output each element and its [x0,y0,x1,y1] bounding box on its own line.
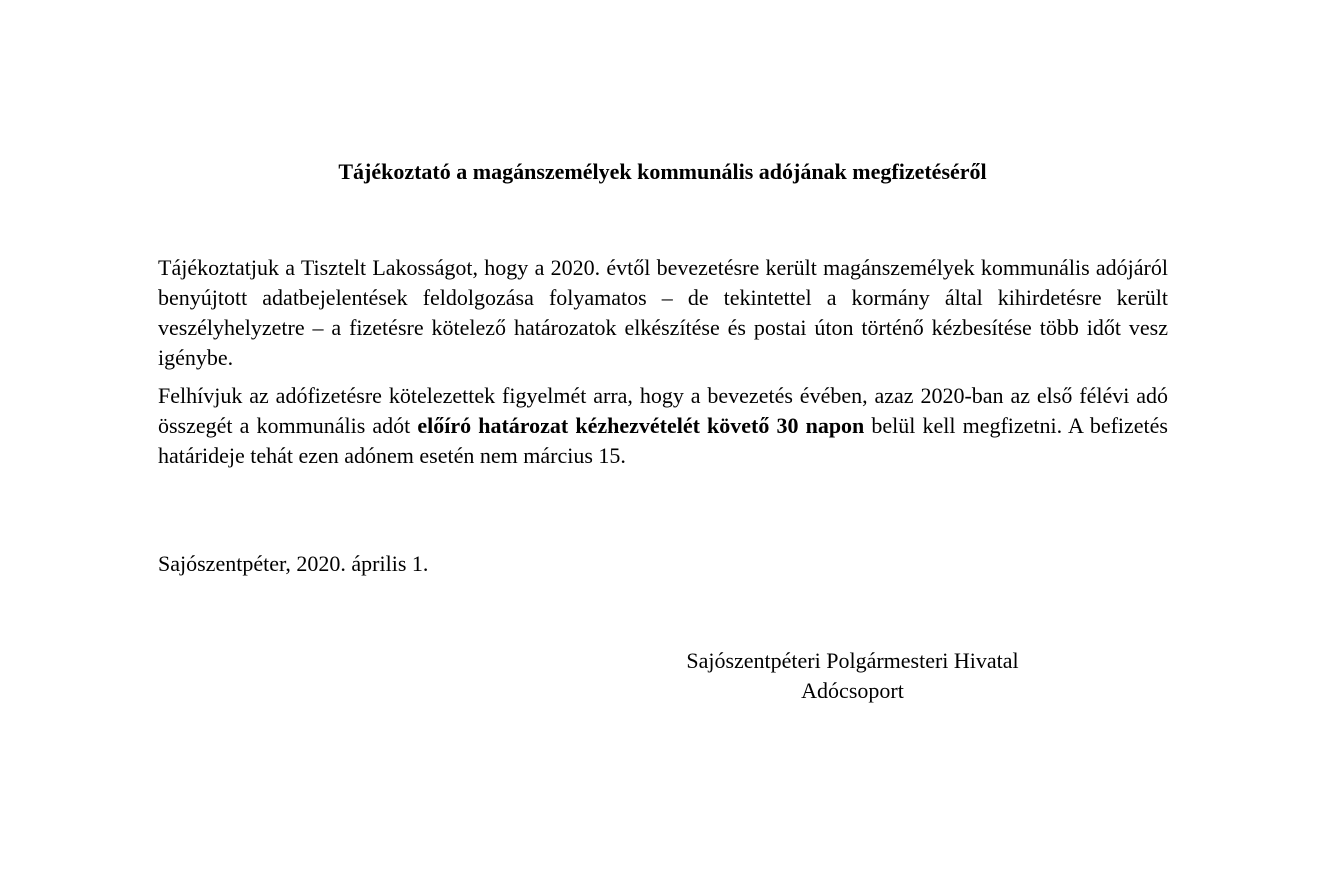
paragraph-payment-text-after: belül kell megfizetni. A befizetés határideje tehát ezen adónem esetén nem március 15. [158,413,1168,468]
paragraph-payment-deadline-bold: előíró határozat kézhezvételét követő 30 napon [417,413,865,438]
paragraph-payment-text-before: Felhívjuk az adófizetésre kötelezettek figyelmét arra, hogy a bevezetés évében, azaz 2020-ban az első félévi adó összegét a kommunális adót [158,383,1168,438]
document-body [158,253,1168,479]
signature-department: Adócsoport [801,678,904,703]
signature-office: Sajószentpéteri Polgármesteri Hivatal [686,648,1019,673]
place-and-date: Sajószentpéter, 2020. április 1. [158,551,429,576]
document-title: Tájékoztató a magánszemélyek kommunális adójának megfizetéséről [338,159,987,184]
paragraph-payment-notice [158,381,1168,471]
paragraph-intro: Tájékoztatjuk a Tisztelt Lakosságot, hogy a 2020. évtől bevezetésre került magánszemélyek kommunális adójáról benyújtott adatbejelentések feldolgozása folyamatos – de tekintettel a kormány által kihirdetésre került veszélyhelyzetre – a fizetésre kötelező határozatok elkészítése és postai úton történő kézbesítése több időt vesz igénybe. [158,255,1168,370]
signature-block [640,646,1065,706]
